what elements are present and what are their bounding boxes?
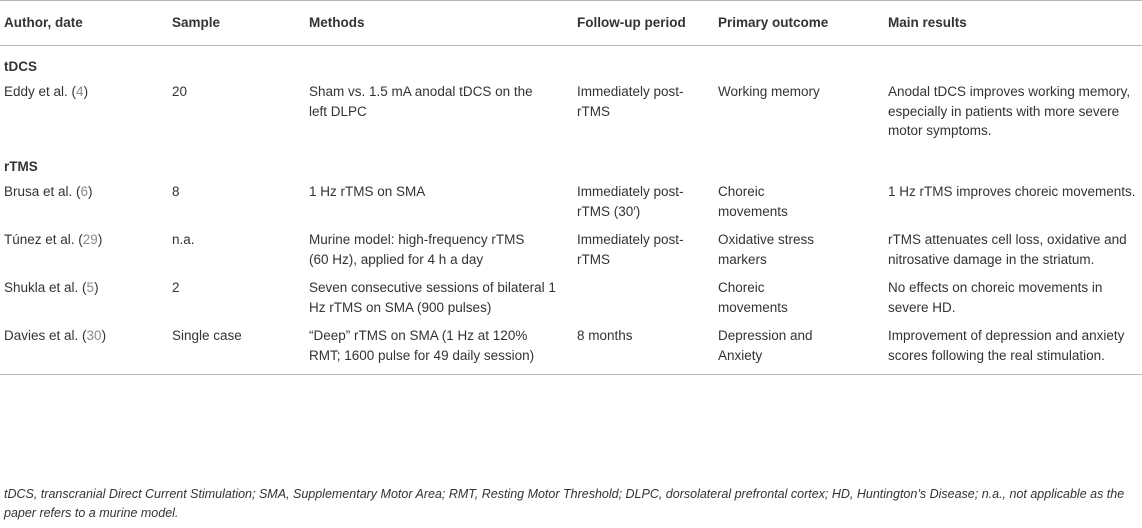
cell-methods: 1 Hz rTMS on SMA — [309, 184, 426, 199]
cell-results: rTMS attenuates cell loss, oxidative and nitrosative damage in the striatum. — [888, 232, 1127, 267]
cell-author — [0, 274, 172, 322]
table-row — [0, 274, 1142, 322]
cell-followup: 8 months — [577, 322, 718, 375]
header-sample: Sample — [172, 1, 309, 46]
cell-results: 1 Hz rTMS improves choreic movements. — [888, 184, 1136, 199]
citation-link[interactable]: 29 — [82, 232, 98, 247]
cell-methods: Sham vs. 1.5 mA anodal tDCS on the left DLPC — [309, 84, 533, 119]
cell-methods: Seven consecutive sessions of bilateral 1 Hz rTMS on SMA (900 pulses) — [309, 280, 556, 315]
cell-outcome: Choreic movements — [718, 280, 788, 315]
cell-followup — [577, 274, 718, 322]
citation-link[interactable]: 5 — [86, 280, 95, 295]
table-header-row — [0, 1, 1142, 46]
cell-outcome: Oxidative stress markers — [718, 232, 815, 267]
cell-followup: Immediately post-rTMS — [577, 84, 684, 119]
header-author: Author, date — [0, 1, 172, 46]
author-paren: ) — [83, 84, 89, 99]
table-footnote: tDCS, transcranial Direct Current Stimulation; SMA, Supplementary Motor Area; RMT, Resting Motor Threshold; DLPC, dorsolateral prefrontal cortex; HD, Huntington’s Disease; n.a., not applicable as the paper refers to a murine model. — [4, 487, 1125, 520]
cell-author — [0, 78, 172, 146]
citation-link[interactable]: 30 — [86, 328, 102, 343]
cell-results: Anodal tDCS improves working memory, especially in patients with more severe motor symptoms. — [888, 84, 1131, 138]
cell-sample: 20 — [172, 84, 188, 99]
table-row — [0, 226, 1142, 274]
author-name: Davies et al. ( — [4, 328, 87, 343]
cell-sample: n.a. — [172, 232, 195, 247]
author-paren: ) — [94, 280, 99, 295]
cell-sample: Single case — [172, 322, 309, 375]
section-row-rtms — [0, 146, 1142, 179]
header-followup: Follow-up period — [577, 1, 718, 46]
cell-outcome: Working memory — [718, 84, 820, 99]
cell-results: No effects on choreic movements in severe HD. — [888, 280, 1103, 315]
citation-link[interactable]: 4 — [76, 84, 84, 99]
cell-outcome: Depression and Anxiety — [718, 322, 888, 375]
author-paren: ) — [88, 184, 93, 199]
table-row — [0, 178, 1142, 226]
header-results: Main results — [888, 1, 1142, 46]
header-outcome: Primary outcome — [718, 1, 888, 46]
table-row — [0, 322, 1142, 375]
cell-author — [0, 226, 172, 274]
author-name: Brusa et al. ( — [4, 184, 81, 199]
author-paren: ) — [101, 328, 107, 343]
cell-outcome: Choreic movements — [718, 184, 788, 219]
cell-author — [0, 322, 172, 375]
cell-sample: 8 — [172, 184, 180, 199]
cell-methods: “Deep” rTMS on SMA (1 Hz at 120% RMT; 1600 pulse for 49 daily session) — [309, 322, 577, 375]
author-name: Shukla et al. ( — [4, 280, 87, 295]
author-name: Eddy et al. ( — [4, 84, 77, 99]
section-title: tDCS — [4, 58, 37, 74]
cell-methods: Murine model: high-frequency rTMS (60 Hz), applied for 4 h a day — [309, 232, 525, 267]
author-paren: ) — [97, 232, 103, 247]
cell-author — [0, 178, 172, 226]
table-row — [0, 78, 1142, 146]
cell-results: Improvement of depression and anxiety scores following the real stimulation. — [888, 322, 1142, 375]
section-row-tdcs — [0, 45, 1142, 78]
cell-followup: Immediately post-rTMS — [577, 232, 684, 267]
author-name: Túnez et al. ( — [4, 232, 83, 247]
citation-link[interactable]: 6 — [80, 184, 89, 199]
cell-sample: 2 — [172, 280, 180, 295]
section-title: rTMS — [4, 158, 38, 174]
header-methods: Methods — [309, 1, 577, 46]
cell-followup: Immediately post-rTMS (30′) — [577, 184, 684, 219]
